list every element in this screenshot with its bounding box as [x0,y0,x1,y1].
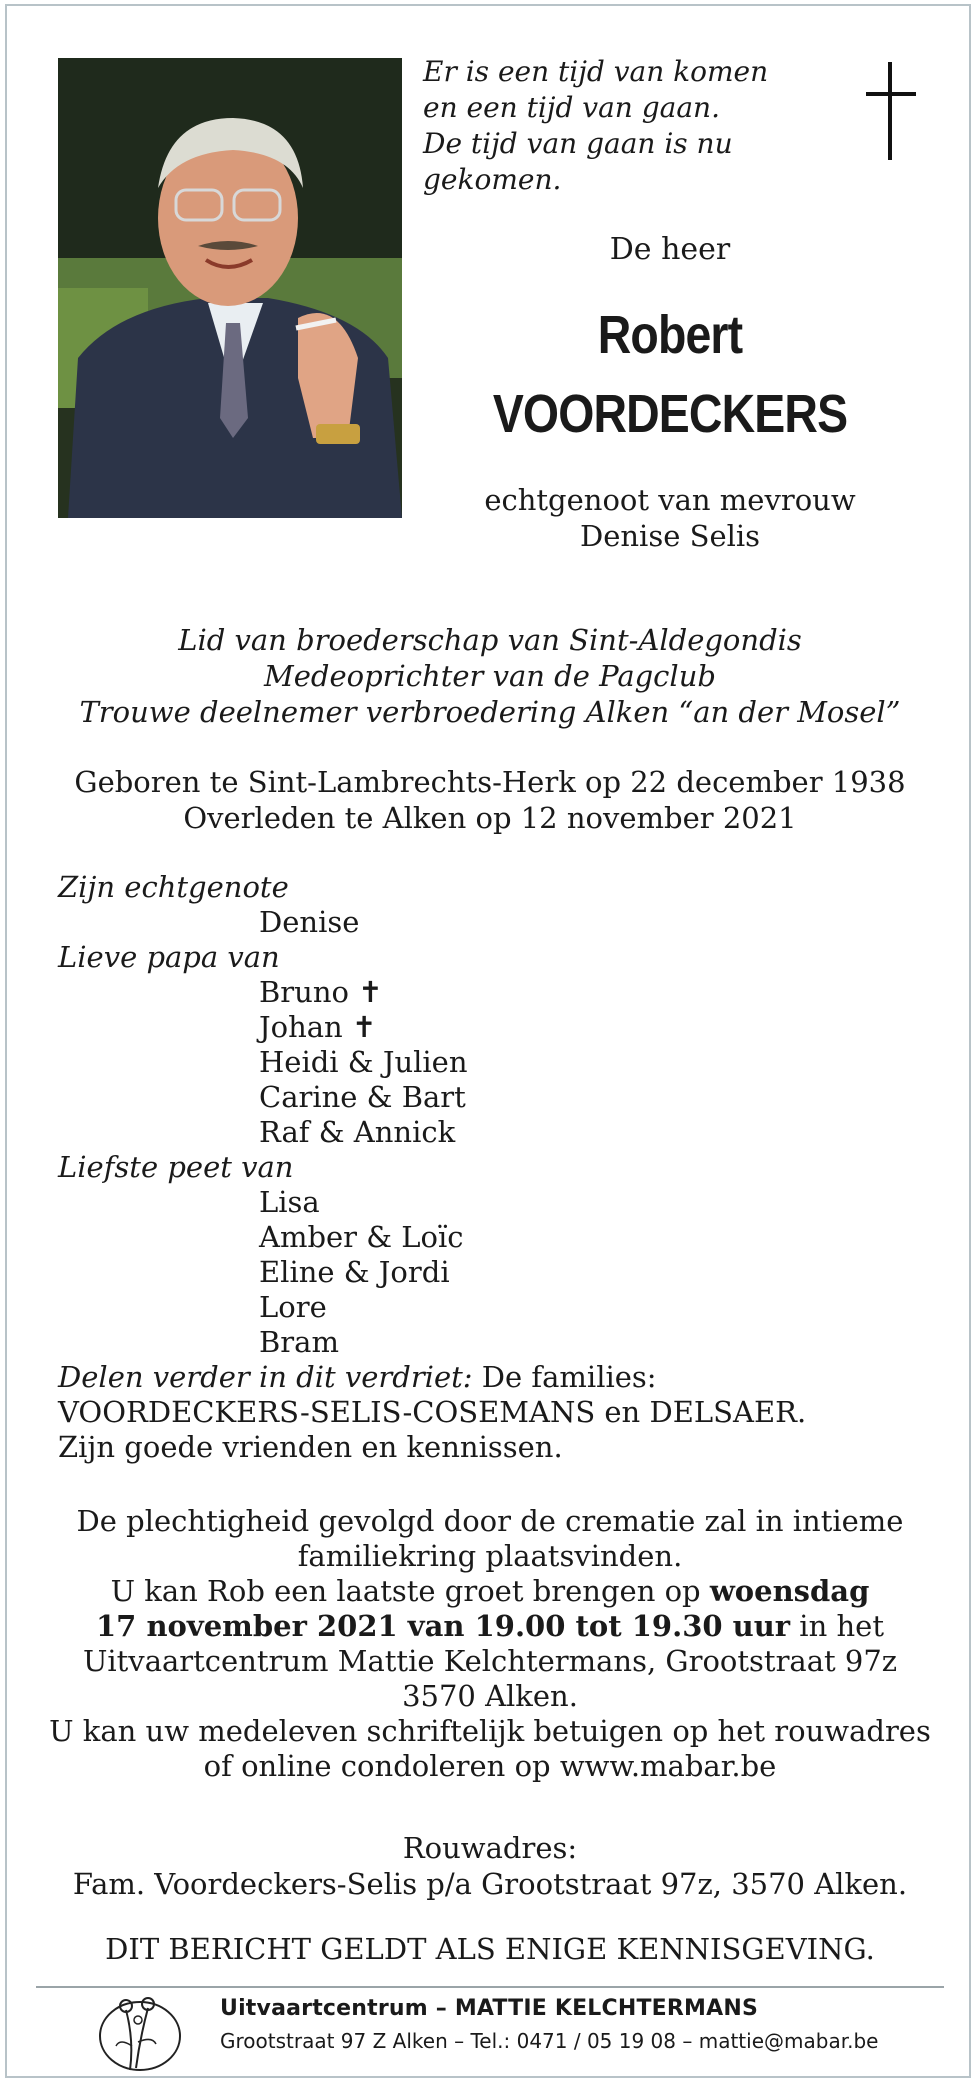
godchildren-label: Liefste peet van [58,1150,294,1184]
memberships [40,622,940,730]
family-name: Lisa [259,1185,320,1219]
family-name: Eline & Jordi [259,1255,450,1289]
ceremony-datetime: 17 november 2021 van 19.00 tot 19.30 uur [96,1609,791,1643]
death-line: Overleden te Alken op 12 november 2021 [183,801,797,835]
ceremony-text: in het [790,1609,884,1643]
family-name: Denise [259,905,360,939]
spouse-name: Denise Selis [579,519,761,553]
family-name: Johan ✝ [259,1010,377,1044]
friends-line: Zijn goede vrienden en kennissen. [58,1430,563,1464]
ceremony-line: U kan uw medeleven schriftelijk betuigen op het rouwadres [49,1714,931,1748]
families-line: VOORDECKERS-SELIS-COSEMANS en DELSAER. [58,1395,807,1429]
children-label: Lieve papa van [58,940,280,974]
ceremony-line: familiekring plaatsvinden. [297,1539,683,1573]
ceremony-line [40,1574,940,1609]
family-name: Raf & Annick [259,1115,456,1149]
family-name: Lore [259,1290,327,1324]
poem-line: De tijd van gaan is nu [423,127,733,160]
membership-line: Lid van broederschap van Sint-Aldegondis [178,623,802,657]
notice-line: DIT BERICHT GELDT ALS ENIGE KENNISGEVING. [105,1932,875,1966]
poem [423,54,783,198]
funeral-home-logo [96,1990,188,2074]
spouse-label: Zijn echtgenote [58,870,289,904]
spouse-info [410,482,930,554]
share-line [58,1360,928,1395]
spouse-line: echtgenoot van mevrouw [484,483,856,517]
portrait-photo [58,58,402,518]
life-dates [40,764,940,836]
ceremony-line: De plechtigheid gevolgd door de crematie zal in intieme [76,1504,904,1538]
company-contact: Grootstraat 97 Z Alken – Tel.: 0471 / 05 19 08 – mattie@mabar.be [220,2029,879,2053]
family-name: Bruno ✝ [259,975,383,1009]
footer-divider [36,1986,944,1988]
mourning-address [40,1830,940,1902]
ceremony-line [40,1609,940,1644]
membership-line: Trouwe deelnemer verbroedering Alken “an der Mosel” [79,695,901,729]
birth-line: Geboren te Sint-Lambrechts-Herk op 22 december 1938 [74,765,906,799]
ceremony-text: U kan Rob een laatste groet brengen op [110,1574,710,1608]
rouwadres-address: Fam. Voordeckers-Selis p/a Grootstraat 97z, 3570 Alken. [72,1867,908,1901]
poem-line: gekomen. [423,163,562,196]
ceremony-day: woensdag [709,1574,870,1608]
title-salutation: De heer [609,232,731,267]
ceremony-info [40,1504,940,1784]
poem-line: en een tijd van gaan. [423,91,720,124]
rouwadres-label: Rouwadres: [402,1831,578,1865]
share-text: De families: [472,1360,657,1394]
deceased-first-name: Robert [597,305,743,365]
company-name: Uitvaartcentrum – MATTIE KELCHTERMANS [220,1996,759,2021]
family-list [58,870,928,1465]
family-name: Amber & Loïc [259,1220,464,1254]
cross-icon [866,62,916,160]
ceremony-line: of online condoleren op www.mabar.be [203,1749,777,1783]
poem-line: Er is een tijd van komen [423,55,769,88]
membership-line: Medeoprichter van de Pagclub [264,659,716,693]
family-name: Bram [259,1325,339,1359]
family-name: Carine & Bart [259,1080,466,1114]
ceremony-line: Uitvaartcentrum Mattie Kelchtermans, Grootstraat 97z [82,1644,898,1678]
ceremony-line: 3570 Alken. [402,1679,578,1713]
family-name: Heidi & Julien [259,1045,468,1079]
funeral-home-footer [220,1996,878,2053]
deceased-last-name: VOORDECKERS [492,384,848,444]
share-label: Delen verder in dit verdriet: [58,1360,473,1394]
